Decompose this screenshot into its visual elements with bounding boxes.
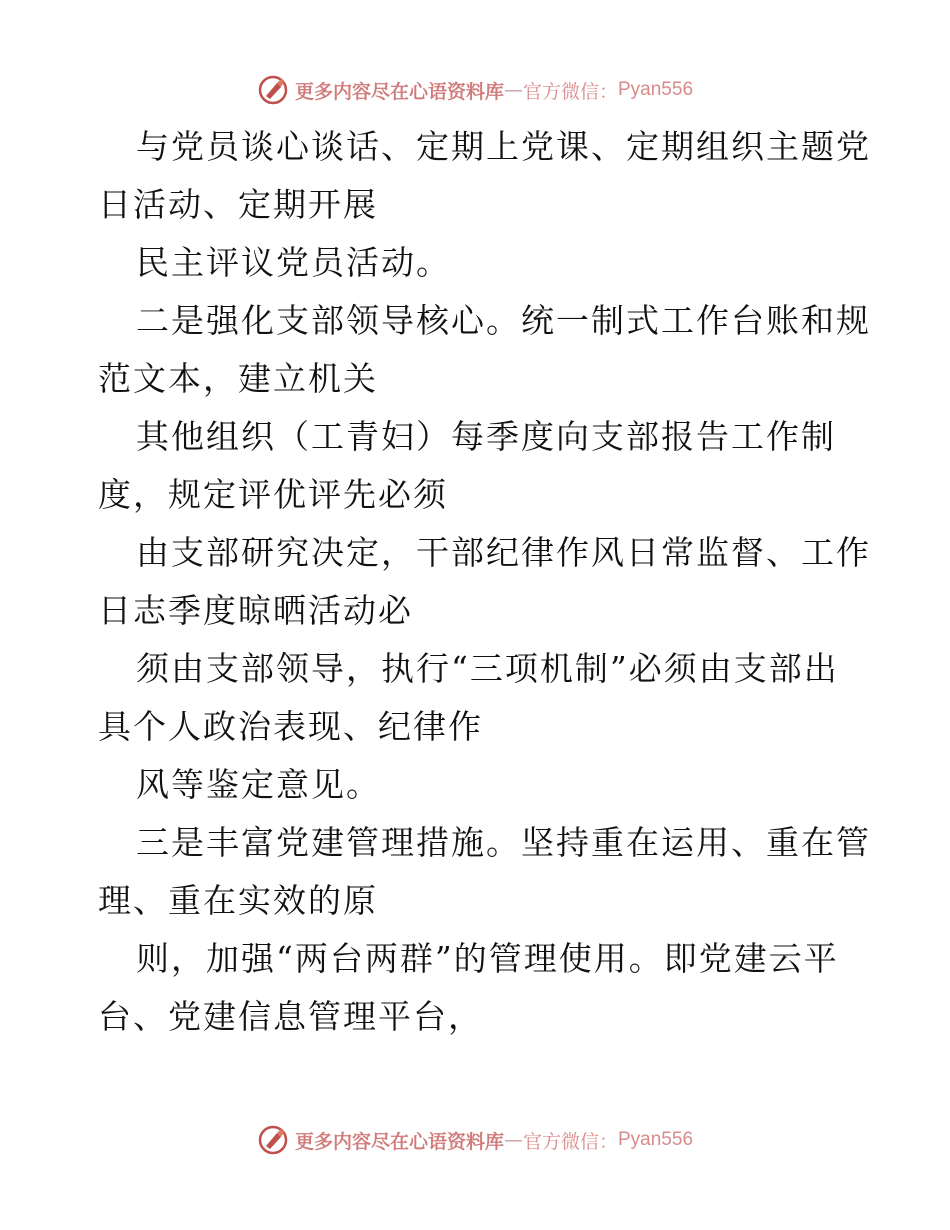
text-line: 二是强化支部领导核心。统一制式工作台账和规 (136, 301, 871, 340)
watermark-id: Pyan556 (618, 1129, 694, 1150)
text-line: 与党员谈心谈话、定期上党课、定期组织主题党 (136, 127, 871, 166)
text-line: 度，规定评优评先必须 (98, 475, 448, 514)
brand-logo-icon (257, 74, 289, 106)
watermark-suffix: 官方微信： (522, 1130, 618, 1153)
footer-watermark (0, 1120, 950, 1160)
watermark-prefix: 更多内容尽在心语资料库 (294, 80, 504, 103)
watermark-id: Pyan556 (618, 79, 694, 100)
brand-logo-icon (257, 1124, 289, 1156)
text-line: 范文本，建立机关 (98, 359, 378, 398)
text-line: 三是丰富党建管理措施。坚持重在运用、重在管 (136, 823, 871, 862)
text-line: 民主评议党员活动。 (136, 243, 451, 282)
header-watermark (0, 70, 950, 110)
text-line: 风等鉴定意见。 (136, 765, 381, 804)
text-line: 须由支部领导，执行“三项机制”必须由支部出 (136, 649, 839, 688)
document-body (98, 118, 871, 1046)
text-line: 由支部研究决定，干部纪律作风日常监督、工作 (136, 533, 871, 572)
text-line: 日活动、定期开展 (98, 185, 378, 224)
text-line: 其他组织（工青妇）每季度向支部报告工作制 (136, 417, 836, 456)
text-line: 理、重在实效的原 (98, 881, 378, 920)
text-line: 则，加强“两台两群”的管理使用。即党建云平 (136, 939, 839, 978)
watermark-prefix: 更多内容尽在心语资料库 (294, 1130, 504, 1153)
watermark-dash: — (503, 79, 523, 101)
text-line: 台、党建信息管理平台， (98, 997, 483, 1036)
text-line: 具个人政治表现、纪律作 (98, 707, 483, 746)
text-line: 日志季度晾晒活动必 (98, 591, 413, 630)
watermark-dash: — (503, 1129, 523, 1151)
watermark-suffix: 官方微信： (522, 80, 618, 103)
